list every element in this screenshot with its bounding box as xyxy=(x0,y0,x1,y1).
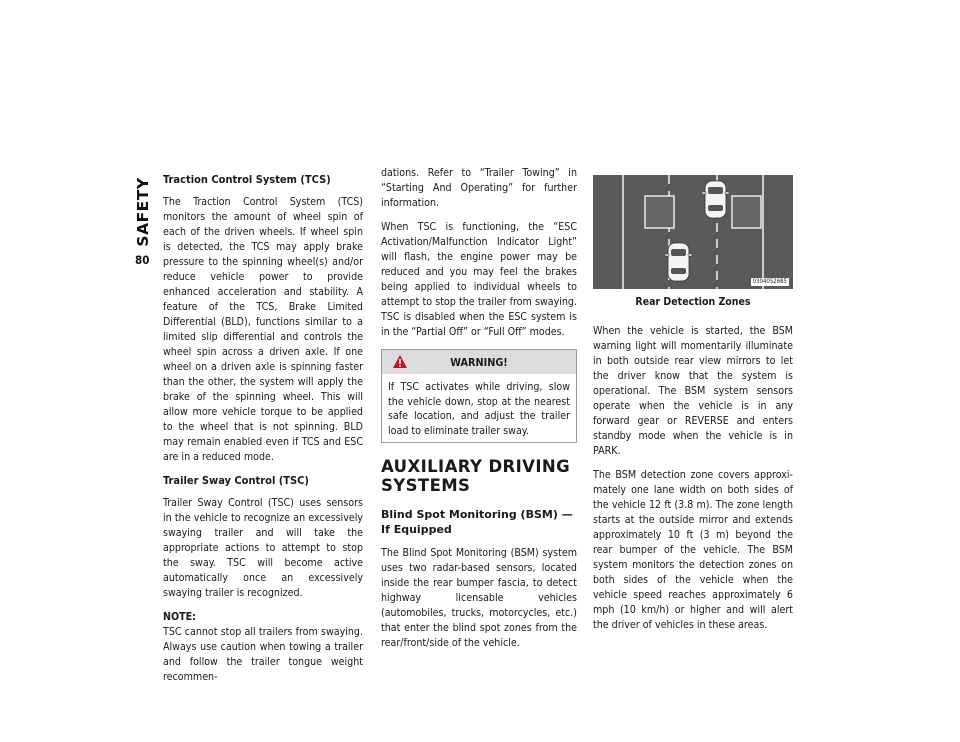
note-label: NOTE: xyxy=(163,611,196,623)
paragraph-bsm-zone: The BSM detection zone covers approximately one lane width on both sides of the vehicle 12 ft (3.8 m). The zone length starts at the outside mirror and extends approximately 10 ft (3 m) beyond the rear bumper of the vehicle. The BSM system monitors the detection zones on both sides of the vehicle when the vehicle speed reaches approximately 6 mph (10 km/h) or higher and will alert the driver of vehicles in these areas. xyxy=(593,469,793,631)
paragraph-tcs: The Traction Control System (TCS) monitors the amount of wheel spin of each of the driven wheels. If wheel spin is detected, the TCS may apply brake pressure to the spinning wheel(s) and/or reduce vehicle power to provide enhanced acceleration and stability. A feature of the TCS, Brake Limited Differential (BLD), functions similar to a limited slip differential and controls the wheel spin across a driven axle. If one wheel on a driven axle is spinning faster than the other, the system will apply the brake of the spinning wheel. This will allow more vehicle torque to be applied to the wheel that is not spinning. BLD may remain enabled even if TCS and ESC are in a reduced mode. xyxy=(163,196,363,463)
section-heading: AUXILIARY DRIVING SYSTEMS xyxy=(381,457,571,495)
section-tab xyxy=(133,176,153,248)
figure-caption: Rear Detection Zones xyxy=(635,296,751,308)
figure-code: 0304052685 xyxy=(752,278,787,285)
host-car-icon xyxy=(702,181,729,218)
paragraph-bsm-start: When the vehicle is started, the BSM warning light will momentarily illuminate in both outside rear view mirrors to let the driver know that the system is operational. The BSM system sensors operate when the vehicle is in any forward gear or REVERSE and enters standby mode when the vehicle is in PARK. xyxy=(593,325,793,457)
note-text: TSC cannot stop all trailers from swaying. Always use caution when towing a trailer and follow the trailer tongue weight recommen- xyxy=(163,626,363,683)
heading-tsc: Trailer Sway Control (TSC) xyxy=(163,474,309,487)
paragraph-continued: dations. Refer to “Trailer Towing” in “Starting And Operating” for further information. xyxy=(381,167,577,209)
paragraph-bsm: The Blind Spot Monitoring (BSM) system uses two radar-based sensors, located inside the rear bumper fascia, to detect highway licensable vehicles (automobiles, trucks, motorcycles, etc.) that enter the blind spot zones from the rear/front/side of the vehicle. xyxy=(381,547,577,649)
column-3 xyxy=(593,175,793,642)
page-number: 80 xyxy=(135,253,150,267)
heading-bsm: Blind Spot Monitoring (BSM) — If Equipped xyxy=(381,508,573,536)
approaching-car-icon xyxy=(665,243,692,281)
road-illustration xyxy=(593,175,793,289)
column-1 xyxy=(163,166,363,694)
warning-text: If TSC activates while driving, slow the vehicle down, stop at the nearest safe location, and adjust the trailer load to eliminate trailer sway. xyxy=(388,381,570,437)
warning-title: WARNING! xyxy=(450,356,508,369)
warning-box xyxy=(381,349,577,443)
column-2 xyxy=(381,166,577,660)
heading-tcs: Traction Control System (TCS) xyxy=(163,173,331,186)
warning-header xyxy=(382,350,576,374)
paragraph-tsc-function: When TSC is functioning, the “ESC Activation/Malfunction Indicator Light” will flash, the engine power may be reduced and you may feel the brakes being applied to individual wheels to attempt to stop the trailer from swaying. TSC is disabled when the ESC system is in the “Partial Off” or “Full Off” modes. xyxy=(381,221,577,338)
paragraph-tsc: Trailer Sway Control (TSC) uses sensors in the vehicle to recognize an excessively swaying trailer and will take the appropriate actions to attempt to stop the sway. TSC will become active automatically once an excessively swaying trailer is recognized. xyxy=(163,497,363,599)
section-label: SAFETY xyxy=(134,177,152,247)
rear-detection-zones-figure xyxy=(593,175,793,289)
note-block xyxy=(163,610,363,685)
